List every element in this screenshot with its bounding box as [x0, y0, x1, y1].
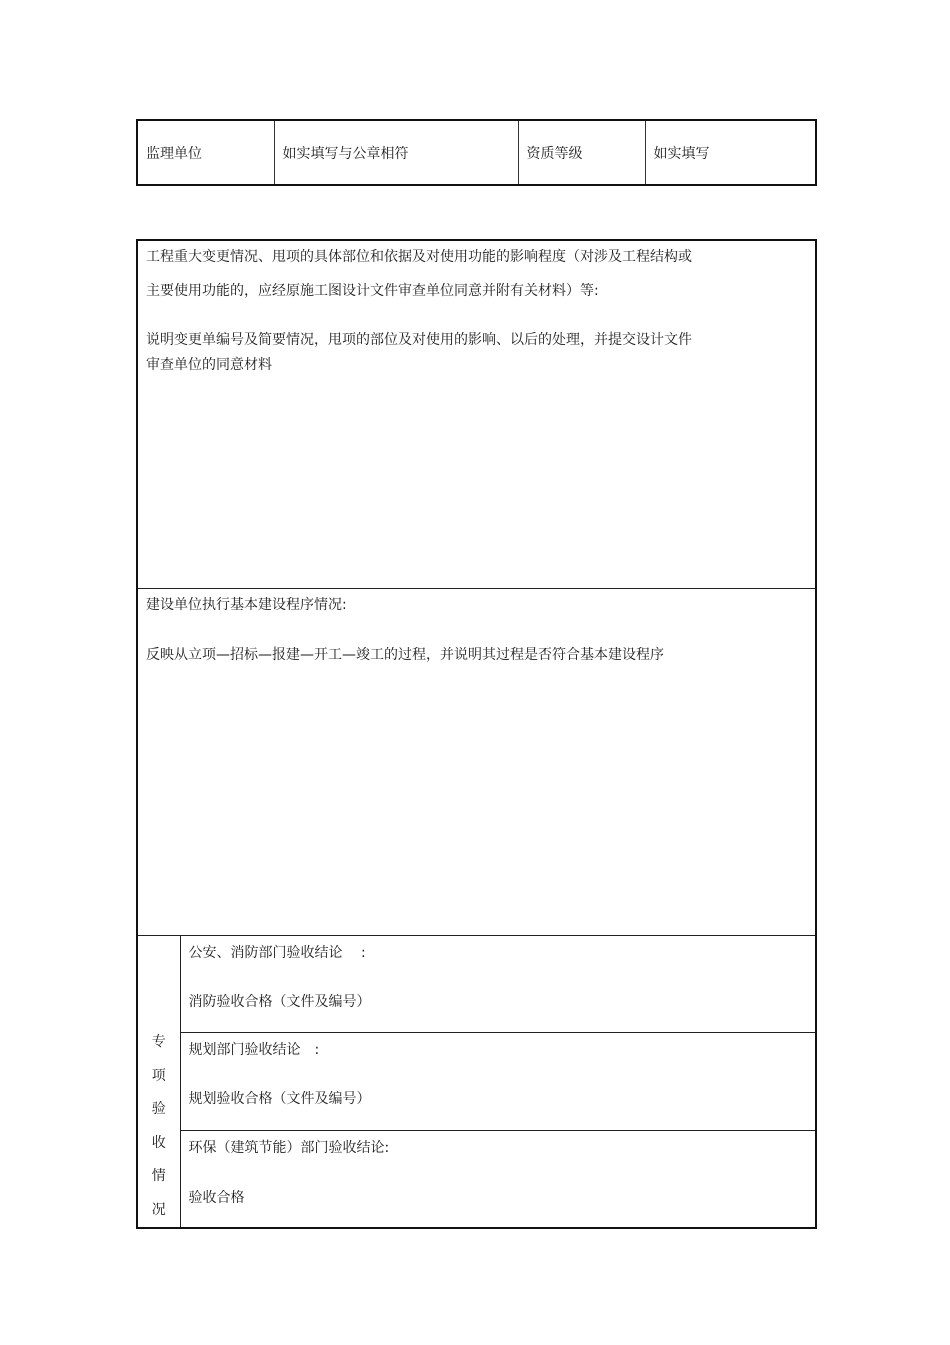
fire-acceptance-row — [137, 936, 816, 1033]
procedure-cell — [137, 589, 816, 936]
special-acceptance-label — [137, 936, 180, 1229]
changes-heading-line2: 主要使用功能的，应经原施工图设计文件审查单位同意并附有关材料）等: — [146, 283, 599, 299]
fire-acceptance-value: 消防验收合格（文件及编号） — [188, 994, 371, 1010]
qualification-grade-value: 如实填写 — [645, 120, 816, 185]
environment-acceptance-row — [137, 1130, 816, 1228]
changes-cell — [137, 240, 816, 589]
qualification-grade-label: 资质等级 — [518, 120, 645, 185]
procedure-row — [137, 589, 816, 936]
supervision-unit-value: 如实填写与公章相符 — [274, 120, 518, 185]
planning-acceptance-value: 规划验收合格（文件及编号） — [188, 1090, 371, 1107]
changes-row — [137, 240, 816, 589]
side-label-char: 情 — [151, 1168, 166, 1184]
environment-acceptance-heading: 环保（建筑节能）部门验收结论: — [188, 1139, 390, 1156]
side-label-char: 收 — [151, 1134, 166, 1151]
planning-acceptance-row — [137, 1032, 816, 1130]
supervision-table — [136, 119, 817, 186]
fire-acceptance-cell — [180, 936, 816, 1033]
supervision-row — [137, 120, 816, 185]
changes-heading-line1: 工程重大变更情况、甩项的具体部位和依据及对使用功能的影响程度（对涉及工程结构或 — [146, 249, 692, 265]
side-label-char: 验 — [151, 1101, 166, 1117]
environment-acceptance-cell — [180, 1130, 816, 1228]
side-label-char: 况 — [151, 1201, 166, 1218]
fire-acceptance-heading: 公安、消防部门验收结论 : — [188, 945, 366, 961]
planning-acceptance-cell — [180, 1032, 816, 1130]
side-label-char: 专 — [151, 1034, 166, 1050]
procedure-note: 反映从立项—招标—报建—开工—竣工的过程，并说明其过程是否符合基本建设程序 — [146, 647, 664, 663]
changes-note-line1: 说明变更单编号及简要情况，甩项的部位及对使用的影响、以后的处理，并提交设计文件 — [146, 332, 692, 348]
changes-note-line2: 审查单位的同意材料 — [146, 357, 272, 373]
acceptance-table — [136, 239, 817, 1229]
planning-acceptance-heading: 规划部门验收结论 : — [188, 1041, 320, 1058]
side-label-char: 项 — [151, 1067, 166, 1084]
environment-acceptance-value: 验收合格 — [188, 1189, 245, 1206]
supervision-unit-label: 监理单位 — [137, 120, 274, 185]
procedure-heading: 建设单位执行基本建设程序情况: — [146, 597, 347, 613]
